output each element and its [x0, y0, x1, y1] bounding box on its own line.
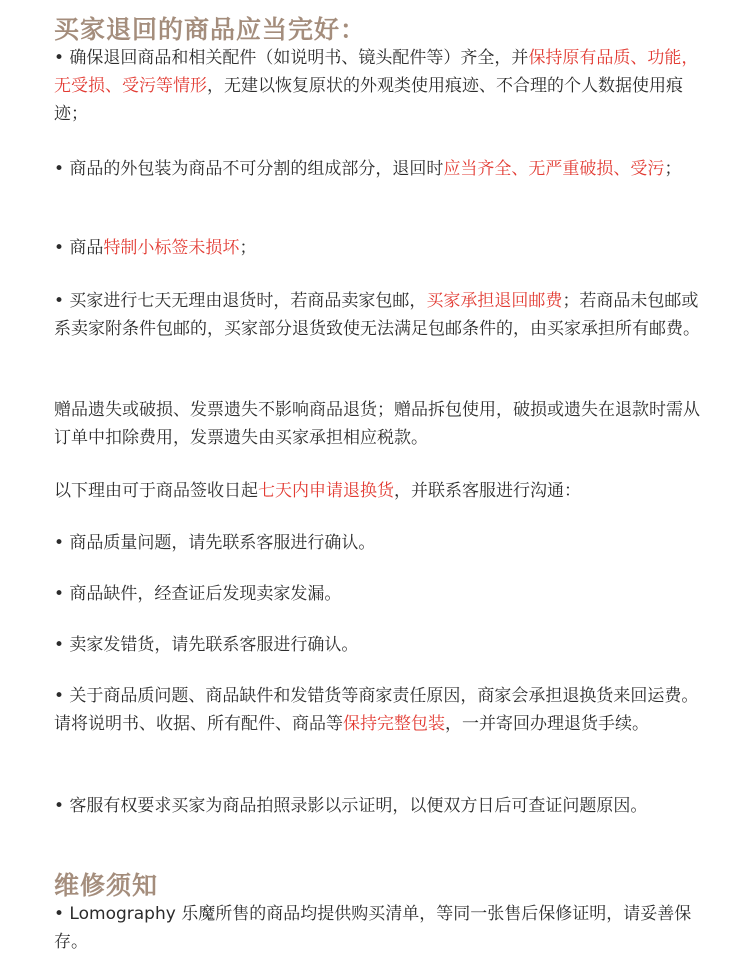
paragraph-text: ；若商品未包邮或系卖家附条件包邮的，买家部分退货致使无法满足包邮条件的，由买家承担所有邮费。: [54, 291, 700, 339]
paragraph-text: • Lomography 乐魔所售的商品均提供购买清单，等同一张售后保修证明，请妥善保存。: [54, 904, 692, 952]
paragraph-text: • 卖家发错货，请先联系客服进行确认。: [54, 635, 359, 655]
paragraph-text: ，并联系客服进行沟通：: [394, 481, 581, 501]
paragraph-text: • 商品的外包装为商品不可分割的组成部分，退回时: [54, 159, 444, 179]
paragraph-text: ；: [239, 238, 257, 258]
paragraph-text: 以下理由可于商品签收日起: [54, 481, 258, 501]
paragraph-text: • 关于商品质问题、商品缺件和发错货等商家责任原因，商家会承担退换货来回运费。请将说明书、收据、所有配件、商品等: [54, 686, 699, 734]
policy-paragraph: [54, 792, 704, 820]
paragraph-text: 赠品遗失或破损、发票遗失不影响商品退货；赠品拆包使用，破损或遗失在退款时需从订单中扣除费用，发票遗失由买家承担相应税款。: [54, 400, 700, 448]
paragraph-text: • 商品: [54, 238, 104, 258]
paragraph-text: ；: [664, 159, 682, 179]
paragraph-text: ，无建以恢复原状的外观类使用痕迹、不合理的个人数据使用痕迹；: [54, 76, 683, 124]
highlighted-text: 特制小标签未损坏: [103, 238, 240, 258]
policy-paragraph: [54, 234, 704, 262]
policy-paragraph: [54, 631, 704, 659]
policy-paragraph: [54, 580, 704, 608]
policy-paragraph: [54, 155, 704, 183]
highlighted-text: 应当齐全、无严重破损、受污: [443, 159, 665, 179]
paragraph-text: • 客服有权要求买家为商品拍照录影以示证明，以便双方日后可查证问题原因。: [54, 796, 648, 816]
paragraph-text: • 商品质量问题，请先联系客服进行确认。: [54, 533, 376, 553]
highlighted-text: 七天内申请退换货: [258, 481, 394, 501]
policy-paragraph: [54, 287, 704, 343]
policy-paragraph: [54, 44, 704, 128]
section-title-repair-notice: 维修须知: [54, 871, 159, 900]
policy-paragraph: [54, 477, 704, 505]
paragraph-text: • 商品缺件，经查证后发现卖家发漏。: [54, 584, 342, 604]
paragraph-text: • 买家进行七天无理由退货时，若商品卖家包邮，: [54, 291, 427, 311]
highlighted-text: 保持原有品质、功能，无受损、受污等情形: [54, 48, 699, 96]
section-title-return-condition: 买家退回的商品应当完好：: [54, 15, 367, 44]
paragraph-text: • 确保退回商品和相关配件（如说明书、镜头配件等）齐全，并: [54, 48, 529, 68]
paragraph-text: ，一并寄回办理退货手续。: [445, 714, 649, 734]
policy-paragraph: [54, 396, 704, 452]
highlighted-text: 保持完整包装: [343, 714, 445, 734]
policy-paragraph: [54, 682, 704, 738]
highlighted-text: 买家承担退回邮费: [426, 291, 563, 311]
policy-paragraph: [54, 529, 704, 557]
policy-paragraph: [54, 900, 704, 956]
